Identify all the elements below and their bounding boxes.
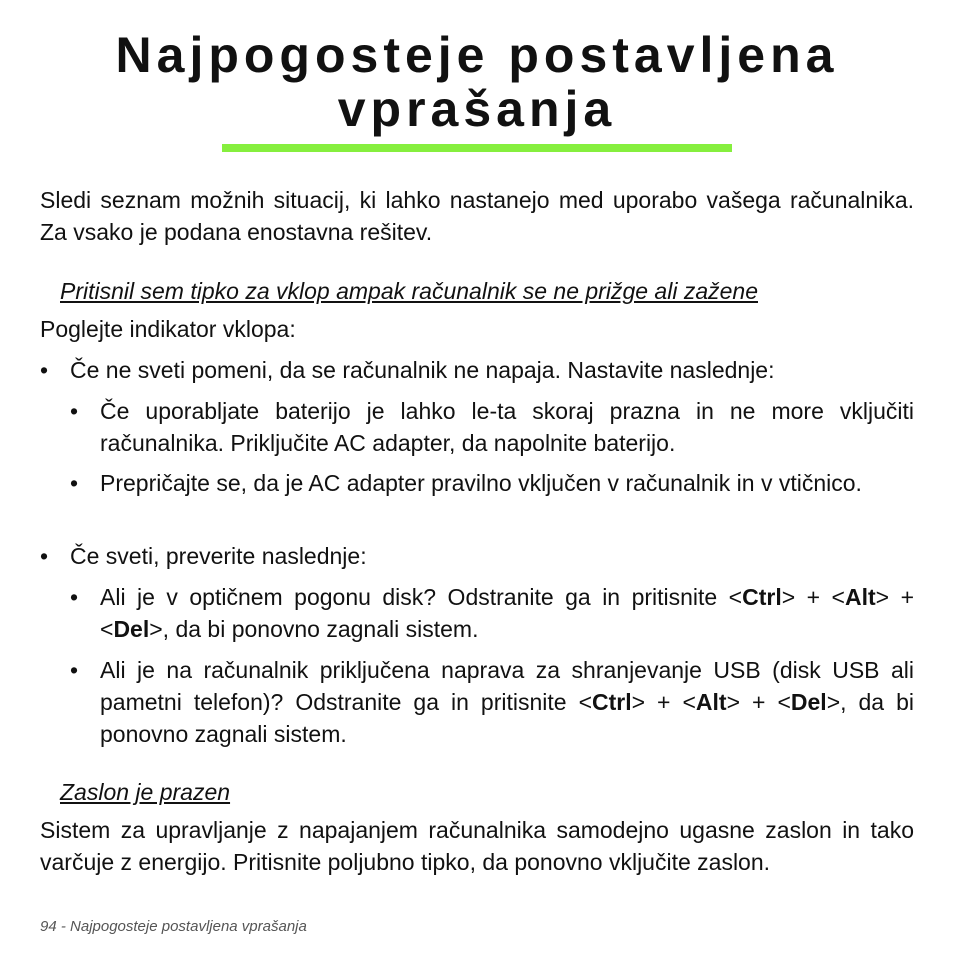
section1-heading: Pritisnil sem tipko za vklop ampak računalnik se ne prižge ali zažene (60, 278, 758, 304)
list-item-battery: Če uporabljate baterijo je lahko le-ta skoraj prazna in ne more vključiti računalnika. Priključite AC adapter, da napolnite baterijo. (100, 398, 914, 456)
document-page (40, 0, 914, 954)
list-item-lit: Če sveti, preverite naslednje: (70, 543, 367, 569)
key-alt: Alt (695, 689, 727, 715)
title-underline (222, 144, 732, 152)
section2-body: Sistem za upravljanje z napajanjem računalnika samodejno ugasne zaslon in tako varčuje z energijo. Pritisnite poljubno tipko, da ponovno vključite zaslon. (40, 817, 914, 875)
page-title (40, 28, 914, 136)
bullet-icon: • (70, 584, 79, 610)
section2-heading: Zaslon je prazen (60, 779, 231, 805)
page-title-line2: vprašanja (337, 81, 617, 137)
list-item-not-lit: Če ne sveti pomeni, da se računalnik ne napaja. Nastavite naslednje: (70, 357, 775, 383)
bullet-icon: • (70, 657, 79, 683)
section1-lead: Poglejte indikator vklopa: (40, 316, 296, 342)
page-title-line1: Najpogosteje postavljena (115, 27, 839, 83)
intro-paragraph: Sledi seznam možnih situacij, ki lahko nastanejo med uporabo vašega računalnika. Za vsako je podana enostavna rešitev. (40, 187, 914, 245)
bullet-icon: • (40, 357, 49, 383)
list-item-optical-disk: Ali je v optičnem pogonu disk? Odstranite ga in pritisnite <Ctrl> + <Alt> + <Del>, da bi ponovno zagnali sistem. (100, 584, 915, 642)
list-item-usb-device: Ali je na računalnik priključena naprava za shranjevanje USB (disk USB ali pametni telefon)? Odstranite ga in pritisnite <Ctrl> + <Alt> + <Del>, da bi ponovno zagnali sistem. (100, 657, 914, 747)
key-del: Del (790, 689, 827, 715)
key-ctrl: Ctrl (742, 584, 782, 610)
list-item-adapter: Prepričajte se, da je AC adapter pravilno vključen v računalnik in v vtičnico. (100, 470, 862, 496)
bullet-icon: • (70, 398, 79, 424)
key-del: Del (113, 616, 150, 642)
key-ctrl: Ctrl (592, 689, 632, 715)
bullet-icon: • (40, 543, 49, 569)
key-alt: Alt (845, 584, 876, 610)
page-footer: 94 - Najpogosteje postavljena vprašanja (40, 918, 307, 935)
bullet-icon: • (70, 470, 79, 496)
